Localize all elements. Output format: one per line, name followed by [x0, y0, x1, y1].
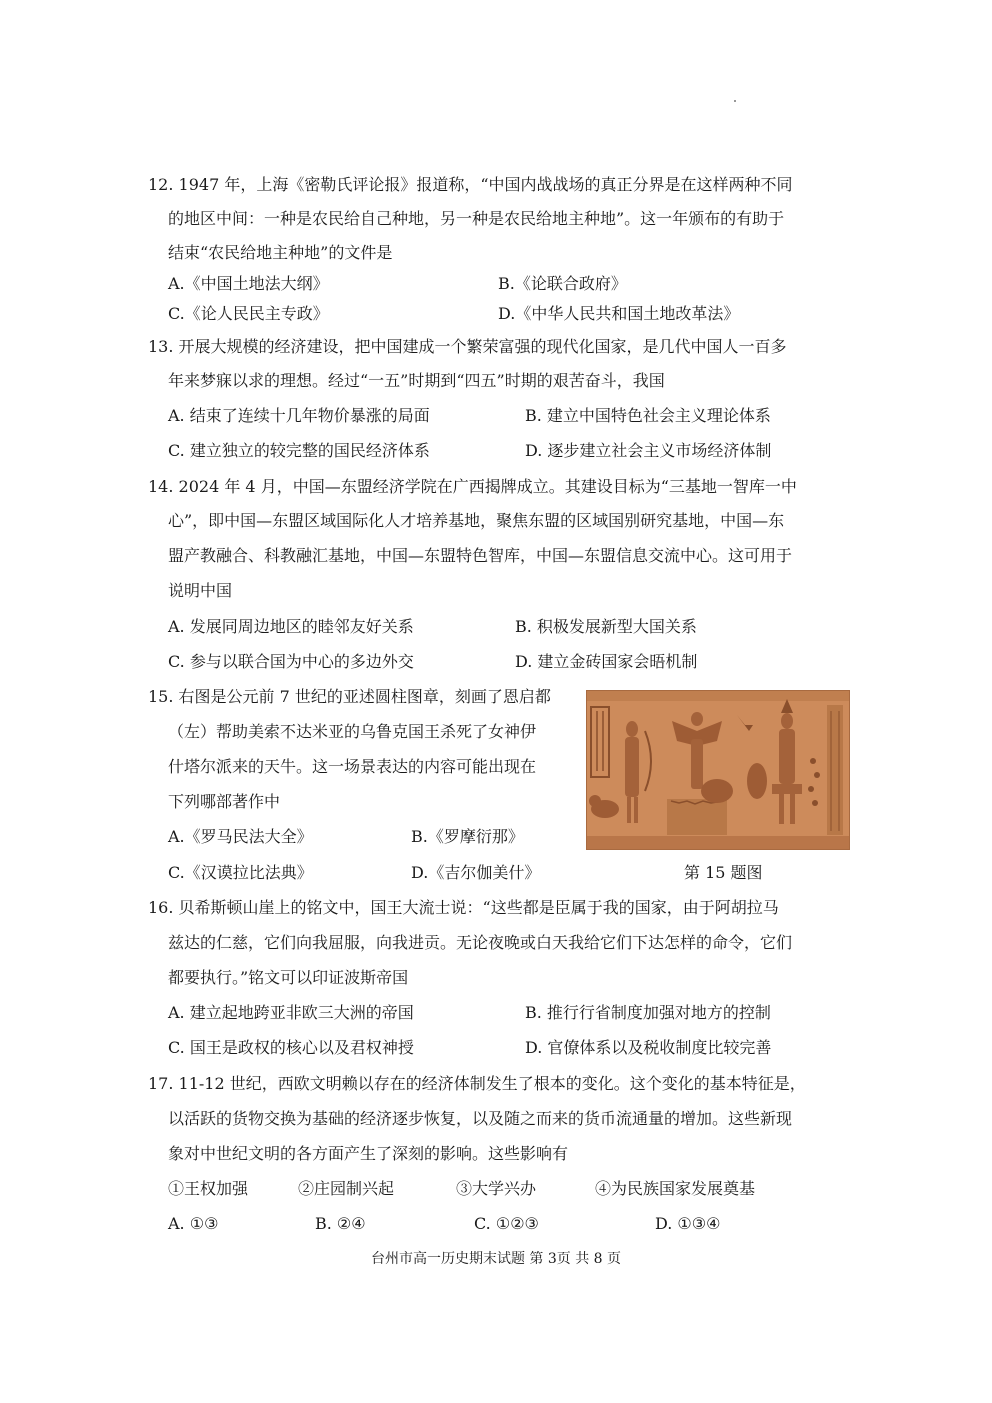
- q12-line-1: 12. 1947 年，上海《密勒氏评论报》报道称，“中国内战战场的真正分界是在这样两种不同: [148, 175, 793, 194]
- q13-option-b: B. 建立中国特色社会主义理论体系: [525, 406, 771, 425]
- q14-line-4: 说明中国: [168, 581, 233, 600]
- seal-relief-drawing: [587, 691, 849, 849]
- q17-option-a: A. ①③: [168, 1214, 219, 1233]
- q13-line-1: 13. 开展大规模的经济建设，把中国建成一个繁荣富强的现代化国家，是几代中国人一百多: [148, 337, 787, 356]
- q14-option-a: A. 发展同周边地区的睦邻友好关系: [168, 617, 414, 636]
- q15-line-3: 什塔尔派来的天牛。这一场景表达的内容可能出现在: [168, 757, 537, 776]
- q12-option-b: B.《论联合政府》: [498, 274, 627, 293]
- q14-option-d: D. 建立金砖国家会晤机制: [515, 652, 698, 671]
- q16-option-c: C. 国王是政权的核心以及君权神授: [168, 1038, 414, 1057]
- q14-line-1: 14. 2024 年 4 月，中国—东盟经济学院在广西揭牌成立。其建设目标为“三基地一智库一中: [148, 477, 797, 496]
- q12-option-c: C.《论人民民主专政》: [168, 304, 329, 323]
- q15-line-2: （左）帮助美索不达米亚的乌鲁克国王杀死了女神伊: [168, 722, 537, 741]
- q14-line-3: 盟产教融合、科教融汇基地，中国—东盟特色智库，中国—东盟信息交流中心。这可用于: [168, 546, 793, 565]
- q13-line-2: 年来梦寐以求的理想。经过“一五”时期到“四五”时期的艰苦奋斗，我国: [168, 371, 665, 390]
- q16-line-1: 16. 贝希斯顿山崖上的铭文中，国王大流士说：“这些都是臣属于我的国家，由于阿胡拉马: [148, 898, 779, 917]
- q16-line-3: 都要执行。”铭文可以印证波斯帝国: [168, 968, 409, 987]
- q16-option-d: D. 官僚体系以及税收制度比较完善: [525, 1038, 772, 1057]
- q13-option-a: A. 结束了连续十几年物价暴涨的局面: [168, 406, 430, 425]
- q12-option-a: A.《中国土地法大纲》: [168, 274, 329, 293]
- q17-item-3: ③大学兴办: [456, 1179, 537, 1198]
- q17-item-4: ④为民族国家发展奠基: [595, 1179, 756, 1198]
- q15-line-1: 15. 右图是公元前 7 世纪的亚述圆柱图章，刻画了恩启都: [148, 687, 551, 706]
- q16-option-a: A. 建立起地跨亚非欧三大洲的帝国: [168, 1003, 414, 1022]
- q13-option-c: C. 建立独立的较完整的国民经济体系: [168, 441, 430, 460]
- page-footer: 台州市高一历史期末试题 第 3页 共 8 页: [370, 1251, 622, 1267]
- q17-item-1: ①王权加强: [168, 1179, 249, 1198]
- q17-item-2: ②庄园制兴起: [298, 1179, 395, 1198]
- q15-line-4: 下列哪部著作中: [168, 792, 281, 811]
- q12-line-3: 结束“农民给地主种地”的文件是: [168, 243, 393, 262]
- q17-line-3: 象对中世纪文明的各方面产生了深刻的影响。这些影响有: [168, 1144, 569, 1163]
- q17-option-b: B. ②④: [315, 1214, 366, 1233]
- q15-option-c: C.《汉谟拉比法典》: [168, 863, 313, 882]
- assyrian-cylinder-seal-image: [586, 690, 850, 850]
- q14-option-c: C. 参与以联合国为中心的多边外交: [168, 652, 414, 671]
- q15-option-b: B.《罗摩衍那》: [411, 827, 524, 846]
- q17-option-c: C. ①②③: [474, 1214, 539, 1233]
- q14-option-b: B. 积极发展新型大国关系: [515, 617, 697, 636]
- figure-caption: 第 15 题图: [684, 863, 763, 882]
- q16-line-2: 兹达的仁慈，它们向我屈服，向我进贡。无论夜晚或白天我给它们下达怎样的命令，它们: [168, 933, 793, 952]
- q15-option-d: D.《吉尔伽美什》: [411, 863, 541, 882]
- q17-line-2: 以活跃的货物交换为基础的经济逐步恢复，以及随之而来的货币流通量的增加。这些新现: [168, 1109, 793, 1128]
- q16-option-b: B. 推行行省制度加强对地方的控制: [525, 1003, 771, 1022]
- q12-line-2: 的地区中间：一种是农民给自己种地，另一种是农民给地主种地”。这一年颁布的有助于: [168, 209, 785, 228]
- q14-line-2: 心”，即中国—东盟区域国际化人才培养基地，聚焦东盟的区域国别研究基地，中国—东: [168, 511, 785, 530]
- q12-option-d: D.《中华人民共和国土地改革法》: [498, 304, 740, 323]
- q13-option-d: D. 逐步建立社会主义市场经济体制: [525, 441, 772, 460]
- scan-speck: [734, 100, 736, 102]
- q17-line-1: 17. 11-12 世纪，西欧文明赖以存在的经济体制发生了根本的变化。这个变化的基本特征是，: [148, 1074, 806, 1093]
- q15-option-a: A.《罗马民法大全》: [168, 827, 313, 846]
- q17-option-d: D. ①③④: [655, 1214, 721, 1233]
